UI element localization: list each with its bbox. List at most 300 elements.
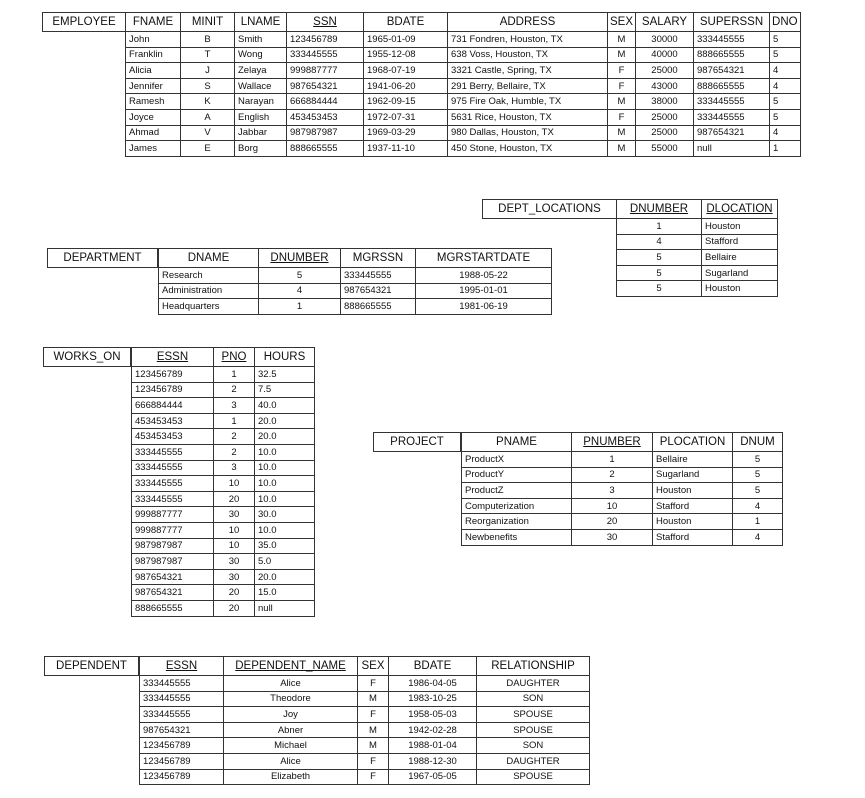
table-cell: 666884444: [287, 94, 364, 110]
table-cell: 980 Dallas, Houston, TX: [448, 125, 608, 141]
table-cell: 1941-06-20: [364, 78, 448, 94]
column-header: DNUMBER: [259, 249, 341, 268]
table-cell: 1965-01-09: [364, 32, 448, 48]
table-cell: 5: [770, 32, 801, 48]
table-row: [132, 398, 315, 414]
table-cell: 1981-06-19: [416, 299, 552, 315]
table-cell: Sugarland: [702, 265, 778, 281]
table-row: [159, 283, 552, 299]
table-cell: 2: [214, 444, 255, 460]
table-row: [132, 507, 315, 523]
table-cell: 5: [770, 94, 801, 110]
table-cell: English: [235, 109, 287, 125]
table-cell: S: [181, 78, 235, 94]
table-cell: 987654321: [132, 585, 214, 601]
table-cell: SON: [477, 691, 590, 707]
table-cell: Wong: [235, 47, 287, 63]
table-row: [126, 109, 801, 125]
table-row: [159, 268, 552, 284]
table-cell: 987987987: [132, 554, 214, 570]
table-cell: M: [358, 738, 389, 754]
table-cell: 10: [214, 538, 255, 554]
table-cell: 999887777: [132, 507, 214, 523]
table-cell: 30.0: [255, 507, 315, 523]
table-cell: 2: [214, 382, 255, 398]
table-cell: Narayan: [235, 94, 287, 110]
table-row: [132, 367, 315, 383]
table-cell: 25000: [636, 125, 694, 141]
table-row: [126, 63, 801, 79]
table-cell: Michael: [224, 738, 358, 754]
column-header: PNUMBER: [572, 433, 653, 452]
table-cell: 40000: [636, 47, 694, 63]
table-cell: 30000: [636, 32, 694, 48]
table-cell: 333445555: [287, 47, 364, 63]
table-cell: 35.0: [255, 538, 315, 554]
dept-locations-table: [616, 199, 778, 297]
table-cell: 55000: [636, 141, 694, 157]
table-row: [140, 738, 590, 754]
table-cell: V: [181, 125, 235, 141]
column-header: MINIT: [181, 13, 235, 32]
table-cell: F: [358, 676, 389, 692]
table-cell: 20: [572, 514, 653, 530]
table-cell: 453453453: [132, 429, 214, 445]
table-cell: 3: [214, 398, 255, 414]
table-cell: James: [126, 141, 181, 157]
table-cell: Headquarters: [159, 299, 259, 315]
table-cell: 1955-12-08: [364, 47, 448, 63]
column-header: HOURS: [255, 348, 315, 367]
table-cell: Alice: [224, 676, 358, 692]
table-cell: 4: [770, 78, 801, 94]
table-cell: 291 Berry, Bellaire, TX: [448, 78, 608, 94]
table-cell: T: [181, 47, 235, 63]
table-row: [126, 125, 801, 141]
table-cell: 10.0: [255, 491, 315, 507]
table-cell: A: [181, 109, 235, 125]
column-header: DNO: [770, 13, 801, 32]
table-cell: 5: [733, 467, 783, 483]
column-header: ESSN: [140, 657, 224, 676]
table-cell: 7.5: [255, 382, 315, 398]
table-cell: 1: [733, 514, 783, 530]
table-cell: M: [358, 691, 389, 707]
table-cell: Theodore: [224, 691, 358, 707]
column-header: ADDRESS: [448, 13, 608, 32]
table-cell: 1: [770, 141, 801, 157]
table-row: [132, 538, 315, 554]
table-cell: SPOUSE: [477, 707, 590, 723]
column-header: PNO: [214, 348, 255, 367]
table-cell: 450 Stone, Houston, TX: [448, 141, 608, 157]
table-cell: 1969-03-29: [364, 125, 448, 141]
table-cell: Houston: [653, 483, 733, 499]
table-cell: 20.0: [255, 413, 315, 429]
table-row: [140, 676, 590, 692]
table-cell: Zelaya: [235, 63, 287, 79]
table-row: [132, 476, 315, 492]
table-cell: 40.0: [255, 398, 315, 414]
table-cell: 1986-04-05: [389, 676, 477, 692]
table-cell: 1988-12-30: [389, 753, 477, 769]
table-cell: 32.5: [255, 367, 315, 383]
table-row: [132, 429, 315, 445]
table-cell: 38000: [636, 94, 694, 110]
table-cell: ProductY: [462, 467, 572, 483]
table-cell: null: [694, 141, 770, 157]
table-cell: Franklin: [126, 47, 181, 63]
table-cell: Joyce: [126, 109, 181, 125]
table-cell: 987987987: [287, 125, 364, 141]
table-cell: Jennifer: [126, 78, 181, 94]
table-cell: 30: [214, 569, 255, 585]
table-row: [462, 452, 783, 468]
table-cell: Sugarland: [653, 467, 733, 483]
table-cell: J: [181, 63, 235, 79]
table-cell: M: [608, 141, 636, 157]
table-cell: Joy: [224, 707, 358, 723]
table-cell: 3321 Castle, Spring, TX: [448, 63, 608, 79]
table-cell: 999887777: [132, 522, 214, 538]
column-header: RELATIONSHIP: [477, 657, 590, 676]
column-header: DNUM: [733, 433, 783, 452]
table-row: [132, 522, 315, 538]
table-cell: 1988-01-04: [389, 738, 477, 754]
table-cell: 987654321: [287, 78, 364, 94]
column-header: BDATE: [364, 13, 448, 32]
table-cell: Abner: [224, 722, 358, 738]
table-cell: 888665555: [287, 141, 364, 157]
table-cell: ProductZ: [462, 483, 572, 499]
header-row: [126, 13, 801, 32]
table-row: [132, 491, 315, 507]
table-cell: 5.0: [255, 554, 315, 570]
table-cell: SON: [477, 738, 590, 754]
header-row: [132, 348, 315, 367]
table-row: [462, 498, 783, 514]
table-cell: Smith: [235, 32, 287, 48]
table-cell: Computerization: [462, 498, 572, 514]
table-cell: 10.0: [255, 460, 315, 476]
project-table-name: PROJECT: [373, 432, 461, 452]
table-cell: F: [608, 63, 636, 79]
department-table: [158, 248, 552, 315]
table-cell: 638 Voss, Houston, TX: [448, 47, 608, 63]
column-header: LNAME: [235, 13, 287, 32]
table-row: [617, 250, 778, 266]
table-row: [462, 483, 783, 499]
table-cell: F: [358, 753, 389, 769]
table-row: [126, 94, 801, 110]
table-cell: Jabbar: [235, 125, 287, 141]
table-row: [126, 47, 801, 63]
table-cell: 4: [770, 63, 801, 79]
header-row: [140, 657, 590, 676]
table-cell: Wallace: [235, 78, 287, 94]
table-cell: 1: [214, 367, 255, 383]
table-cell: Ramesh: [126, 94, 181, 110]
column-header: DEPENDENT_NAME: [224, 657, 358, 676]
column-header: DLOCATION: [702, 200, 778, 219]
table-cell: Elizabeth: [224, 769, 358, 785]
dependent-table: [139, 656, 590, 785]
table-cell: 987654321: [341, 283, 416, 299]
column-header: SUPERSSN: [694, 13, 770, 32]
table-cell: John: [126, 32, 181, 48]
table-row: [126, 78, 801, 94]
table-cell: Bellaire: [702, 250, 778, 266]
works-on-table: [131, 347, 315, 617]
table-cell: M: [608, 125, 636, 141]
table-cell: 123456789: [132, 382, 214, 398]
table-row: [132, 382, 315, 398]
table-cell: F: [358, 769, 389, 785]
table-cell: SPOUSE: [477, 769, 590, 785]
table-cell: F: [608, 109, 636, 125]
table-cell: 5: [770, 47, 801, 63]
table-cell: 5: [259, 268, 341, 284]
table-row: [132, 413, 315, 429]
table-cell: 43000: [636, 78, 694, 94]
table-cell: M: [608, 47, 636, 63]
header-row: [462, 433, 783, 452]
table-cell: Houston: [702, 281, 778, 297]
table-cell: 10: [214, 476, 255, 492]
table-cell: 4: [617, 234, 702, 250]
table-cell: 987654321: [694, 125, 770, 141]
table-cell: 4: [259, 283, 341, 299]
table-cell: 1983-10-25: [389, 691, 477, 707]
table-row: [132, 460, 315, 476]
table-cell: F: [608, 78, 636, 94]
table-cell: 30: [214, 554, 255, 570]
table-cell: 2: [572, 467, 653, 483]
employee-table: [125, 12, 801, 157]
table-cell: 1: [572, 452, 653, 468]
table-row: [132, 585, 315, 601]
column-header: MGRSSN: [341, 249, 416, 268]
table-cell: 10.0: [255, 522, 315, 538]
column-header: MGRSTARTDATE: [416, 249, 552, 268]
table-cell: 888665555: [132, 600, 214, 616]
table-row: [462, 467, 783, 483]
dept-locations-table-name: DEPT_LOCATIONS: [482, 199, 617, 219]
table-cell: 1: [617, 219, 702, 235]
table-cell: 333445555: [140, 691, 224, 707]
column-header: SEX: [358, 657, 389, 676]
table-row: [462, 514, 783, 530]
table-cell: 5: [733, 452, 783, 468]
table-cell: 15.0: [255, 585, 315, 601]
table-cell: DAUGHTER: [477, 676, 590, 692]
table-cell: 5: [770, 109, 801, 125]
table-cell: 1937-11-10: [364, 141, 448, 157]
column-header: DNAME: [159, 249, 259, 268]
table-cell: 4: [733, 498, 783, 514]
table-cell: 987654321: [140, 722, 224, 738]
table-cell: 333445555: [694, 32, 770, 48]
table-row: [617, 219, 778, 235]
table-cell: 20.0: [255, 569, 315, 585]
table-cell: 1: [259, 299, 341, 315]
table-cell: 123456789: [287, 32, 364, 48]
table-cell: K: [181, 94, 235, 110]
table-cell: 20: [214, 491, 255, 507]
table-cell: DAUGHTER: [477, 753, 590, 769]
table-cell: 1958-05-03: [389, 707, 477, 723]
table-cell: 10: [572, 498, 653, 514]
table-cell: Houston: [653, 514, 733, 530]
column-header: DNUMBER: [617, 200, 702, 219]
table-cell: 333445555: [132, 476, 214, 492]
table-cell: 123456789: [140, 769, 224, 785]
table-cell: 5: [617, 250, 702, 266]
table-cell: 333445555: [694, 94, 770, 110]
table-cell: 453453453: [132, 413, 214, 429]
table-cell: 2: [214, 429, 255, 445]
header-row: [159, 249, 552, 268]
table-row: [140, 707, 590, 723]
employee-table-name: EMPLOYEE: [42, 12, 126, 32]
table-cell: Reorganization: [462, 514, 572, 530]
table-cell: Stafford: [653, 498, 733, 514]
table-cell: 888665555: [694, 47, 770, 63]
column-header: PNAME: [462, 433, 572, 452]
table-cell: 20.0: [255, 429, 315, 445]
table-cell: M: [608, 32, 636, 48]
column-header: BDATE: [389, 657, 477, 676]
table-cell: Borg: [235, 141, 287, 157]
table-cell: 333445555: [132, 491, 214, 507]
column-header: SALARY: [636, 13, 694, 32]
table-row: [617, 281, 778, 297]
column-header: SEX: [608, 13, 636, 32]
header-row: [617, 200, 778, 219]
table-cell: B: [181, 32, 235, 48]
table-row: [140, 769, 590, 785]
table-cell: 123456789: [132, 367, 214, 383]
table-cell: M: [358, 722, 389, 738]
table-cell: Alicia: [126, 63, 181, 79]
table-cell: 666884444: [132, 398, 214, 414]
table-cell: 1988-05-22: [416, 268, 552, 284]
table-row: [140, 691, 590, 707]
table-cell: SPOUSE: [477, 722, 590, 738]
table-cell: 731 Fondren, Houston, TX: [448, 32, 608, 48]
table-cell: 1968-07-19: [364, 63, 448, 79]
table-cell: 987654321: [694, 63, 770, 79]
table-cell: 4: [733, 529, 783, 545]
table-cell: ProductX: [462, 452, 572, 468]
table-row: [132, 444, 315, 460]
table-cell: 3: [572, 483, 653, 499]
table-cell: Ahmad: [126, 125, 181, 141]
table-cell: Stafford: [702, 234, 778, 250]
table-cell: 30: [214, 507, 255, 523]
table-row: [617, 265, 778, 281]
table-row: [126, 32, 801, 48]
table-cell: 453453453: [287, 109, 364, 125]
table-cell: 25000: [636, 109, 694, 125]
table-cell: 333445555: [132, 460, 214, 476]
table-cell: null: [255, 600, 315, 616]
table-cell: 1942-02-28: [389, 722, 477, 738]
table-cell: 3: [214, 460, 255, 476]
table-row: [132, 554, 315, 570]
table-cell: E: [181, 141, 235, 157]
table-cell: 1962-09-15: [364, 94, 448, 110]
table-cell: 987987987: [132, 538, 214, 554]
column-header: ESSN: [132, 348, 214, 367]
table-cell: 333445555: [140, 676, 224, 692]
table-cell: 5: [733, 483, 783, 499]
department-table-name: DEPARTMENT: [47, 248, 158, 268]
table-cell: Research: [159, 268, 259, 284]
table-row: [159, 299, 552, 315]
table-cell: Stafford: [653, 529, 733, 545]
table-row: [462, 529, 783, 545]
table-cell: 333445555: [140, 707, 224, 723]
table-cell: Alice: [224, 753, 358, 769]
table-cell: 20: [214, 600, 255, 616]
table-row: [132, 600, 315, 616]
table-cell: F: [358, 707, 389, 723]
table-cell: Administration: [159, 283, 259, 299]
table-cell: 5: [617, 281, 702, 297]
project-table: [461, 432, 783, 546]
table-cell: 5631 Rice, Houston, TX: [448, 109, 608, 125]
table-cell: Bellaire: [653, 452, 733, 468]
table-cell: 333445555: [341, 268, 416, 284]
column-header: SSN: [287, 13, 364, 32]
table-cell: 123456789: [140, 738, 224, 754]
table-cell: 888665555: [341, 299, 416, 315]
table-cell: 123456789: [140, 753, 224, 769]
table-row: [126, 141, 801, 157]
table-cell: 4: [770, 125, 801, 141]
table-cell: 1: [214, 413, 255, 429]
works-on-table-name: WORKS_ON: [43, 347, 131, 367]
table-cell: 975 Fire Oak, Humble, TX: [448, 94, 608, 110]
table-cell: 987654321: [132, 569, 214, 585]
table-cell: Newbenefits: [462, 529, 572, 545]
table-cell: 10.0: [255, 444, 315, 460]
table-cell: 333445555: [694, 109, 770, 125]
table-cell: 10: [214, 522, 255, 538]
table-cell: 999887777: [287, 63, 364, 79]
table-cell: 888665555: [694, 78, 770, 94]
table-cell: 30: [572, 529, 653, 545]
table-row: [617, 234, 778, 250]
table-cell: M: [608, 94, 636, 110]
table-cell: 10.0: [255, 476, 315, 492]
table-cell: 333445555: [132, 444, 214, 460]
column-header: FNAME: [126, 13, 181, 32]
table-row: [140, 722, 590, 738]
table-cell: 5: [617, 265, 702, 281]
table-row: [140, 753, 590, 769]
table-cell: 25000: [636, 63, 694, 79]
dependent-table-name: DEPENDENT: [44, 656, 139, 676]
table-cell: 1972-07-31: [364, 109, 448, 125]
table-cell: Houston: [702, 219, 778, 235]
table-cell: 20: [214, 585, 255, 601]
column-header: PLOCATION: [653, 433, 733, 452]
table-cell: 1967-05-05: [389, 769, 477, 785]
table-cell: 1995-01-01: [416, 283, 552, 299]
table-row: [132, 569, 315, 585]
